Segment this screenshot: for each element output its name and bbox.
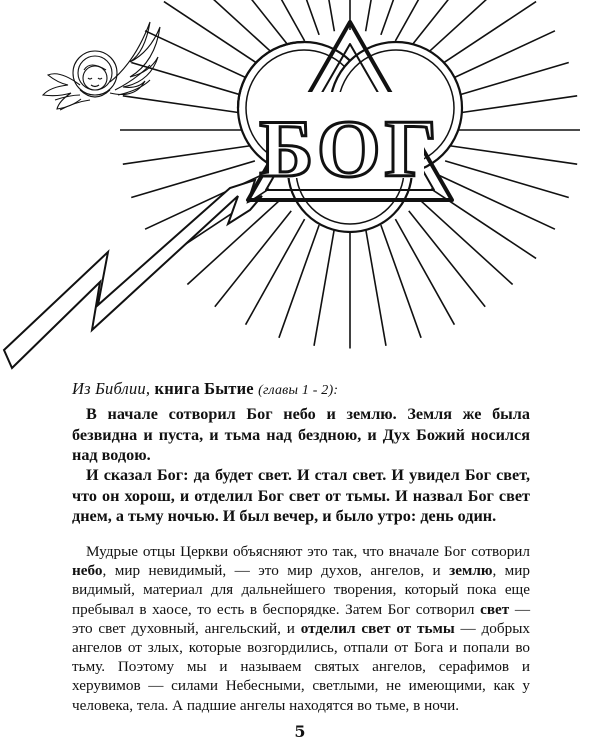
light-ray [215, 0, 291, 49]
light-ray [439, 175, 555, 229]
god-word-outline: БОГ [259, 103, 441, 194]
verse-paragraph-1: В начале сотворил Бог небо и землю. Земля же была безвидна и пуста, и тьма над бездною, и Дух Божий носился над водою. [72, 405, 530, 464]
emphasis-separated-light: отделил свет от тьмы [300, 619, 455, 637]
light-ray [123, 96, 251, 115]
bible-source-line [72, 379, 530, 399]
emphasis-earth: землю [449, 562, 493, 580]
book-title: книга Бытие [154, 379, 254, 398]
light-ray [314, 0, 334, 31]
light-ray [314, 229, 334, 346]
source-label: Из Библии, [72, 379, 151, 398]
verse-paragraph-2: И сказал Бог: да будет свет. И стал свет. И увидел Бог свет, что он хорош, и отделил Бог свет от тьмы. И назвал Бог свет днем, а тьму ночью. И был вечер, и было утро: день один. [72, 466, 530, 525]
light-ray [449, 146, 577, 165]
light-ray [445, 161, 569, 198]
light-ray [439, 31, 555, 85]
light-ray [421, 0, 513, 59]
emphasis-heaven: небо [72, 562, 103, 580]
light-ray [381, 225, 421, 338]
light-ray [449, 96, 577, 115]
light-ray [395, 0, 454, 41]
emphasis-light: свет [480, 600, 510, 618]
light-ray [366, 229, 386, 346]
commentary-text: — добрых ангелов от злых, которые возгордились, отпали от Бога и попали во тьму. Поэтому мы и называем святых ангелов, серафимов и херувимов — силами Небесными, светлыми, не имеющими, как у человека, тела. А падшие ангелы находятся во тьме, в ночи. [72, 619, 530, 714]
commentary-text: , мир видимый, материал для дальнейшего творения, который пока еще пребывал в хаосе, то есть в беспорядке. Затем Бог сотворил [72, 562, 531, 618]
lightning-bolt [4, 180, 262, 368]
light-ray [246, 219, 305, 325]
light-ray [279, 225, 319, 338]
chapter-reference: (главы 1 - 2): [258, 383, 339, 398]
commentary-text: Мудрые отцы Церкви объясняют это так, что вначале Бог сотворил [86, 543, 530, 560]
commentary-paragraph [72, 542, 530, 715]
light-ray [409, 0, 485, 49]
light-ray [395, 219, 454, 325]
light-ray [145, 31, 261, 85]
commentary-text: — это свет духовный, ангельский, и [72, 600, 530, 637]
commentary-text: , мир невидимый, — это мир духов, ангелов, и [102, 562, 441, 580]
light-ray [366, 0, 386, 31]
page-number: 5 [294, 722, 306, 741]
light-ray [445, 62, 569, 99]
light-ray [246, 0, 305, 41]
light-ray [187, 0, 279, 59]
light-ray [123, 146, 251, 165]
